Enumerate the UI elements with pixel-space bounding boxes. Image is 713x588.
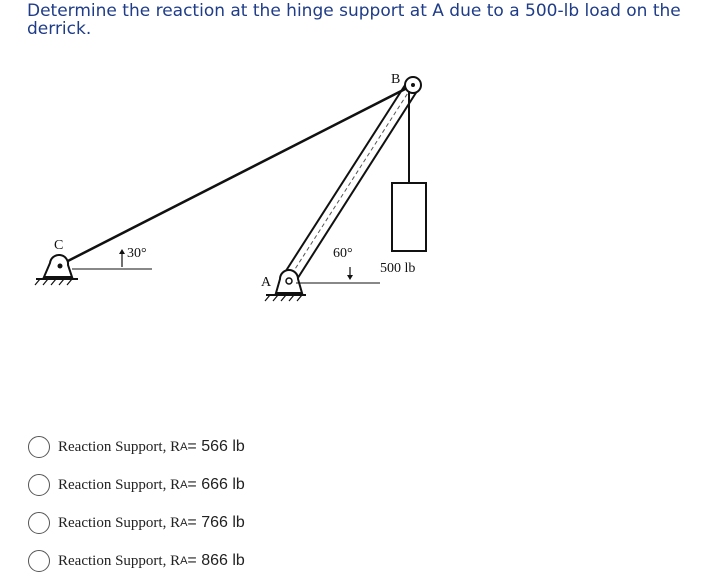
pulley-b-pin — [411, 83, 415, 87]
answer-options — [28, 428, 245, 580]
option-subscript: A — [180, 479, 188, 491]
label-a: A — [261, 275, 272, 290]
radio-button[interactable] — [28, 550, 50, 572]
option-prefix: Reaction Support, R — [58, 514, 181, 531]
angle-60-arrow — [347, 275, 353, 280]
derrick-diagram — [30, 55, 450, 325]
hinge-c-pin — [58, 264, 63, 269]
option-866[interactable] — [28, 542, 245, 580]
option-value: = 666 lb — [187, 476, 245, 493]
label-b: B — [391, 72, 401, 87]
option-value: = 866 lb — [187, 552, 245, 569]
radio-button[interactable] — [28, 474, 50, 496]
label-c: C — [54, 238, 64, 253]
label-angle-boom: 60° — [333, 246, 353, 261]
question-text: Determine the reaction at the hinge support at A due to a 500-lb load on the derrick. — [27, 1, 681, 39]
option-666[interactable] — [28, 466, 245, 504]
option-566[interactable] — [28, 428, 245, 466]
option-prefix: Reaction Support, R — [58, 476, 181, 493]
option-subscript: A — [180, 555, 188, 567]
option-prefix: Reaction Support, R — [58, 438, 181, 455]
radio-button[interactable] — [28, 436, 50, 458]
option-value: = 566 lb — [187, 438, 245, 455]
option-subscript: A — [180, 517, 188, 529]
cable-line — [60, 85, 413, 265]
option-prefix: Reaction Support, R — [58, 552, 181, 569]
label-angle-cable: 30° — [127, 246, 147, 261]
option-766[interactable] — [28, 504, 245, 542]
load-block — [392, 183, 426, 251]
label-load: 500 lb — [380, 261, 416, 276]
option-subscript: A — [180, 441, 188, 453]
angle-30-arrow — [119, 249, 125, 254]
hinge-a-pin — [286, 278, 292, 284]
radio-button[interactable] — [28, 512, 50, 534]
option-value: = 766 lb — [187, 514, 245, 531]
